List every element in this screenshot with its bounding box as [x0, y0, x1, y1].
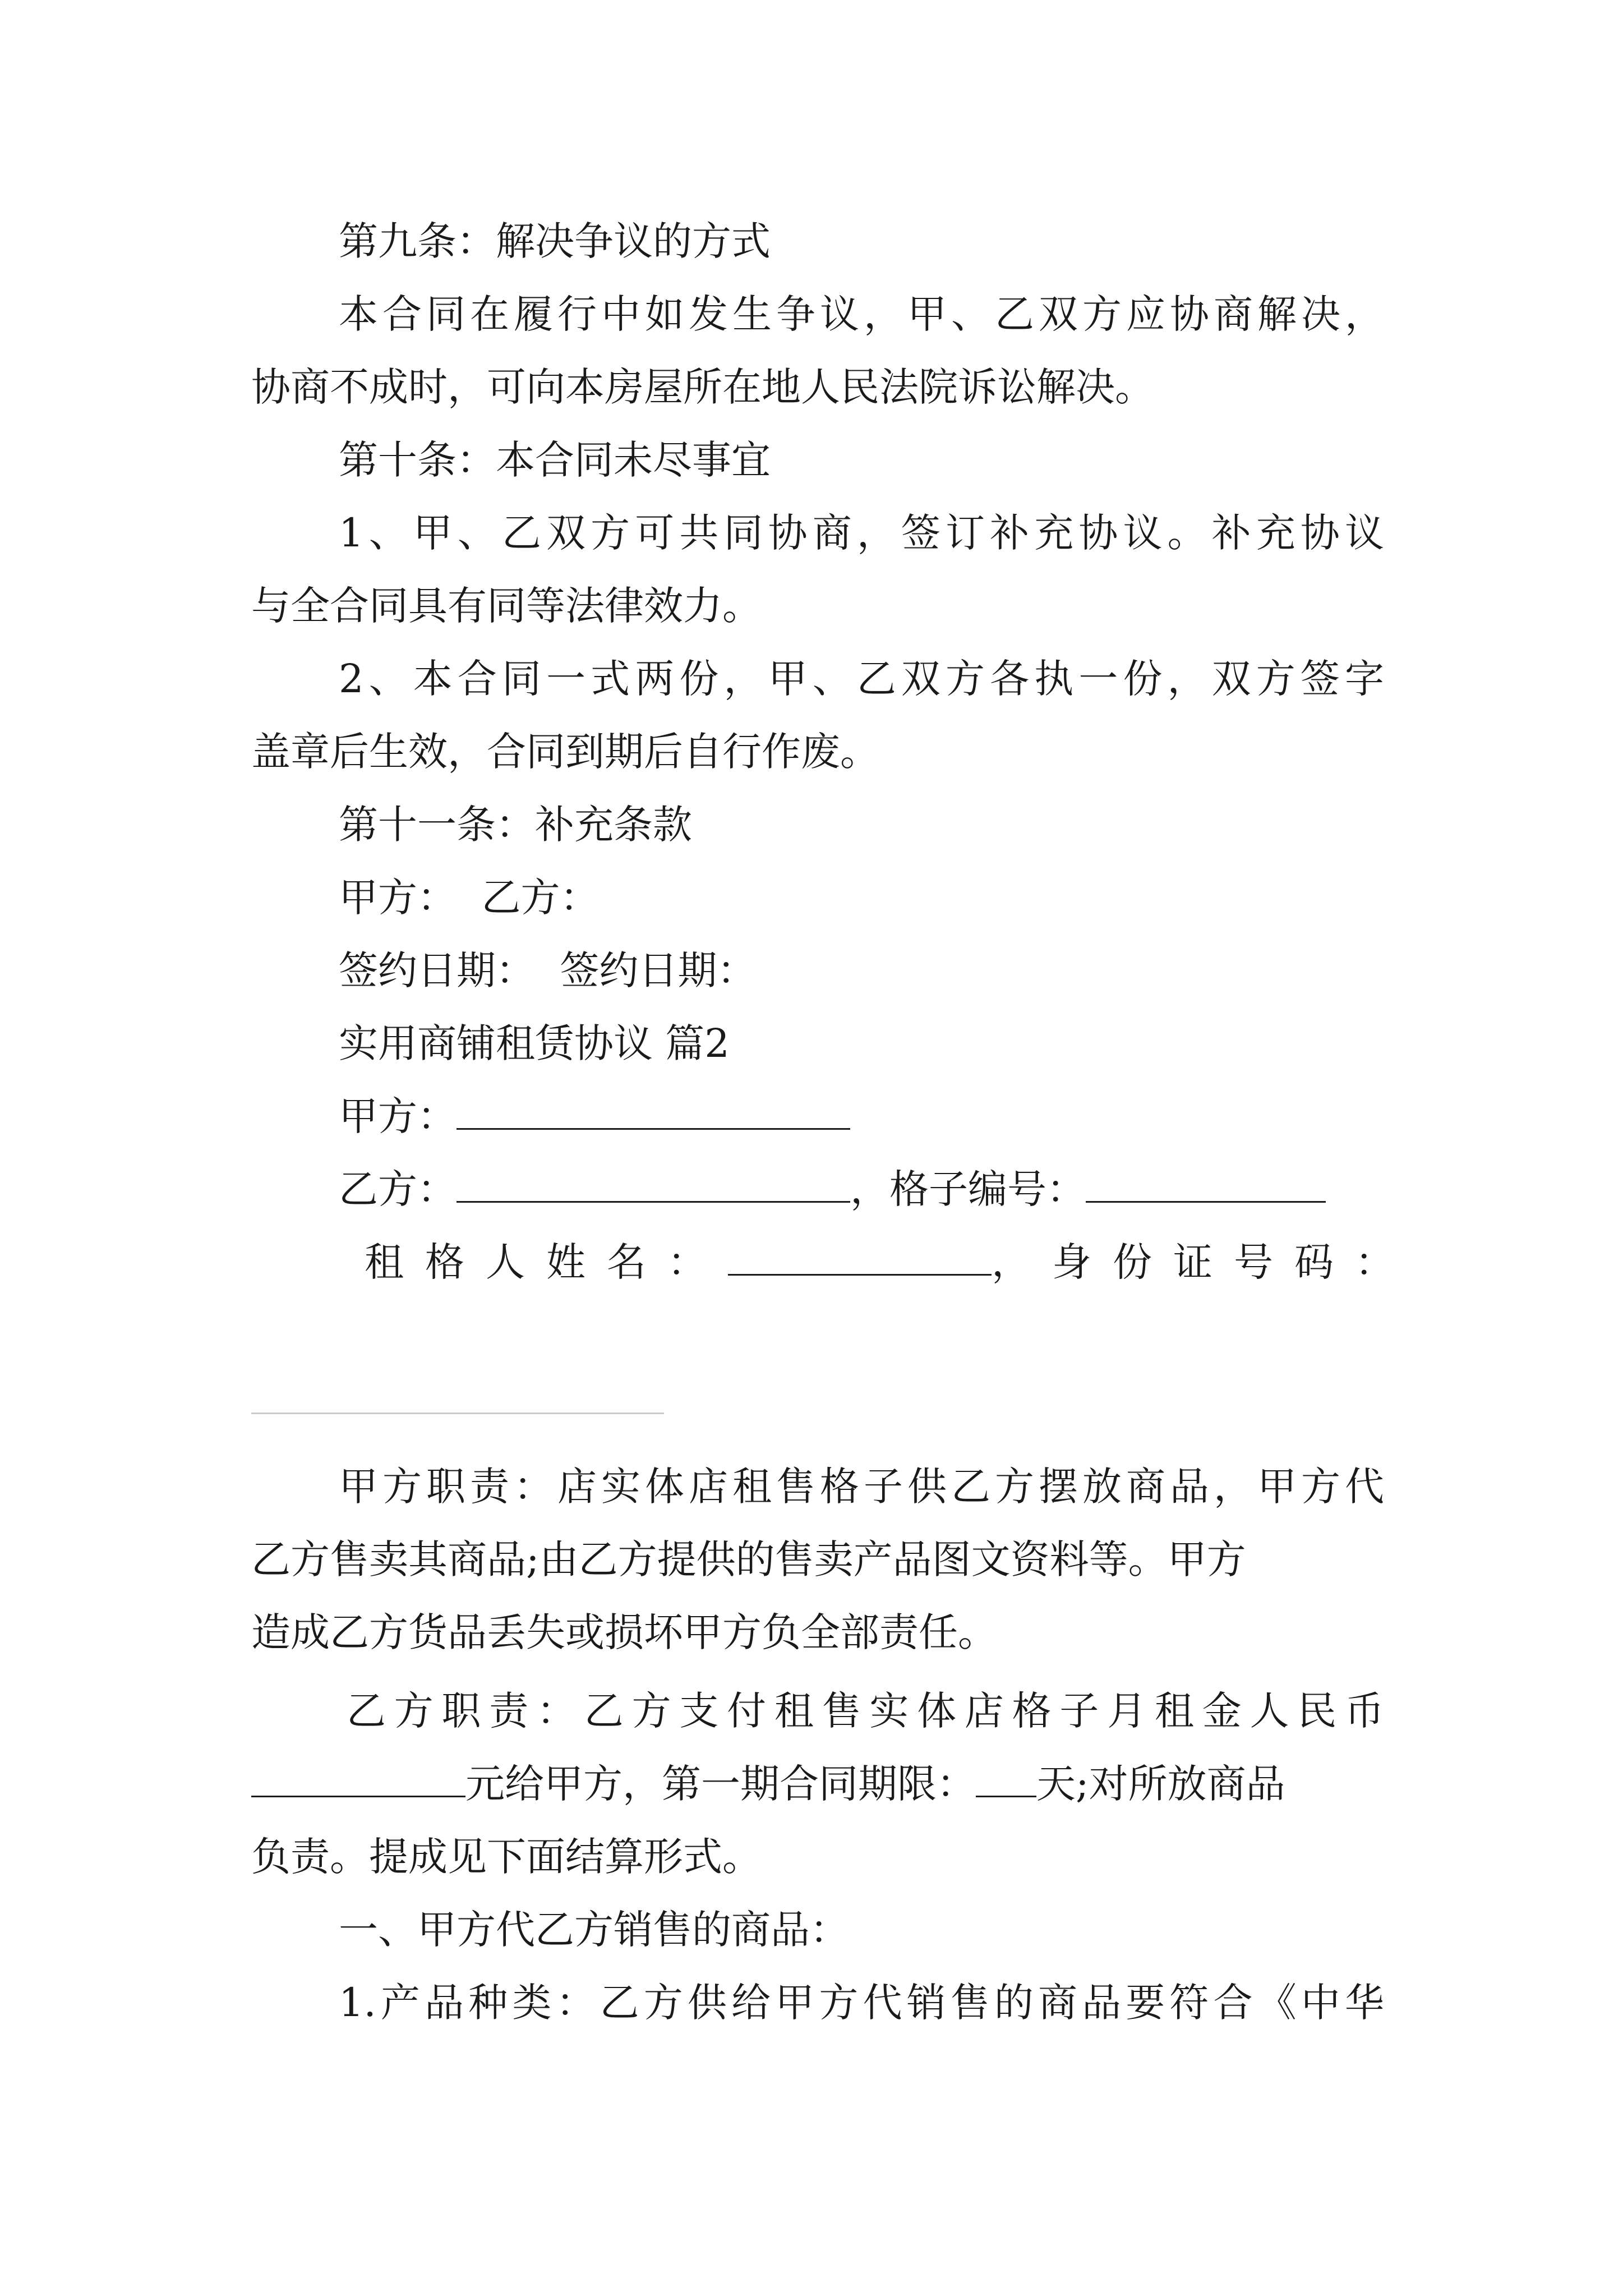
- signature-parties-line: 甲方： 乙方：: [339, 875, 600, 921]
- renter-name-label: 租格人姓名：: [365, 1239, 728, 1285]
- party-b-duty-line-2: [251, 1756, 1384, 1812]
- article-11-heading: 第十一条：补充条款: [339, 802, 692, 848]
- party-a-field: [339, 1088, 1384, 1144]
- article-9-text-line-2: 协商不成时，可向本房屋所在地人民法院诉讼解决。: [251, 364, 1154, 410]
- party-b-duty-line-3: 负责。提成见下面结算形式。: [251, 1834, 762, 1880]
- article-9-heading: 第九条：解决争议的方式: [339, 218, 771, 264]
- party-b-blank: [457, 1165, 850, 1203]
- party-b-field: [339, 1161, 1384, 1217]
- term-days-blank: [976, 1760, 1036, 1797]
- article-10-heading: 第十条：本合同未尽事宜: [339, 437, 771, 483]
- article-10-item-1-line-2: 与全合同具有同等法律效力。: [251, 583, 762, 629]
- party-a-duty-line-3: 造成乙方货品丢失或损坏甲方负全部责任。: [251, 1609, 997, 1655]
- id-number-label: ，身份证号码：: [992, 1239, 1415, 1285]
- grid-number-label: ，格子编号：: [850, 1166, 1086, 1212]
- article-10-item-2-line-1: 2、本合同一式两份，甲、乙双方各执一份，双方签字: [339, 656, 1384, 702]
- signature-dates-line: 签约日期： 签约日期：: [339, 947, 757, 993]
- renter-field: [365, 1234, 1415, 1290]
- party-a-duty-line-1: 甲方职责：店实体店租售格子供乙方摆放商品，甲方代: [339, 1464, 1384, 1510]
- party-a-blank: [457, 1092, 850, 1130]
- rent-amount-blank: [251, 1760, 465, 1797]
- grid-number-blank: [1086, 1165, 1326, 1203]
- rent-text: 元给甲方，第一期合同期限：: [465, 1761, 976, 1807]
- id-number-blank: [251, 1412, 664, 1414]
- party-b-duty-line-1: 乙方职责：乙方支付租售实体店格子月租金人民币: [347, 1688, 1384, 1734]
- article-10-item-1-line-1: 1、甲、乙双方可共同协商，签订补充协议。补充协议: [339, 510, 1384, 556]
- article-10-item-2-line-2: 盖章后生效，合同到期后自行作废。: [251, 729, 879, 775]
- section-1-heading: 一、甲方代乙方销售的商品：: [339, 1907, 849, 1953]
- article-9-text-line-1: 本合同在履行中如发生争议，甲、乙双方应协商解决，: [339, 291, 1384, 337]
- party-a-label: 甲方：: [339, 1093, 457, 1139]
- party-a-duty-line-2: 乙方售卖其商品;由乙方提供的售卖产品图文资料等。甲方: [251, 1536, 1246, 1582]
- term-days-text: 天;对所放商品: [1036, 1761, 1285, 1807]
- section-2-title: 实用商铺租赁协议 篇2: [339, 1020, 730, 1066]
- product-type-line: 1.产品种类：乙方供给甲方代销售的商品要符合《中华: [339, 1980, 1384, 2026]
- renter-name-blank: [728, 1238, 992, 1276]
- party-b-label: 乙方：: [339, 1166, 457, 1212]
